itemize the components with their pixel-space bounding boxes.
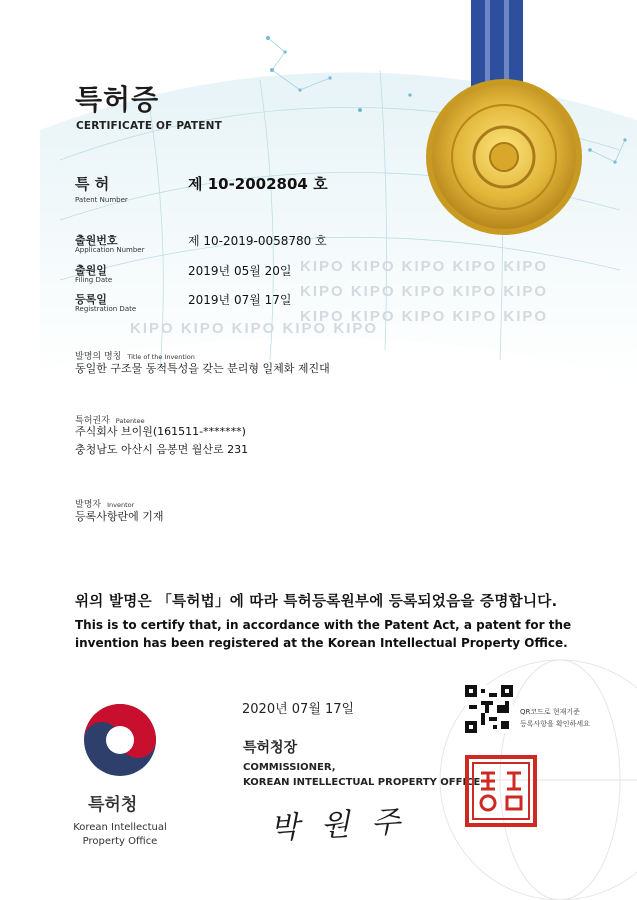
patentee-address: 충청남도 아산시 음봉면 월산로 231: [75, 443, 249, 456]
invention-label: 발명의 명칭: [75, 352, 122, 362]
signature: 박 원 주: [269, 804, 408, 847]
kipo-name-en-line2: Property Office: [82, 836, 158, 847]
certificate-title: 특허증: [75, 83, 160, 116]
qr-note-line2: 등록사항을 확인하세요: [520, 720, 590, 728]
patent-number: 제 10-2002804 호: [188, 175, 328, 193]
qr-note-line1: QR코드로 현재기준: [520, 708, 580, 716]
kipo-logo-icon: [80, 700, 160, 780]
application-number-label: 출원번호: [75, 234, 118, 247]
commissioner-en-line2: KOREAN INTELLECTUAL PROPERTY OFFICE: [243, 777, 481, 788]
kipo-name-en-line1: Korean Intellectual: [73, 822, 167, 833]
inventor-label: 발명자: [75, 500, 102, 510]
registration-date-label: 등록일: [75, 293, 107, 306]
registration-date: 2019년 07월 17일: [188, 293, 292, 307]
application-number-label-en: Application Number: [75, 246, 145, 254]
invention-title: 동일한 구조물 동적특성을 갖는 분리형 일체화 제진대: [75, 362, 330, 375]
certificate-title-en: CERTIFICATE OF PATENT: [76, 120, 222, 132]
statement-en-line1: This is to certify that, in accordance with the Patent Act, a patent for the: [75, 618, 572, 632]
filing-date-label: 출원일: [75, 264, 107, 277]
application-number: 제 10-2019-0058780 호: [188, 234, 327, 248]
commissioner-title: 특허청장: [243, 740, 298, 756]
qr-code-icon[interactable]: [465, 685, 513, 733]
patentee-name: 주식회사 브이원(161511-*******): [75, 425, 246, 438]
inventor-label-en: Inventor: [107, 501, 135, 509]
registration-date-label-en: Registration Date: [75, 305, 137, 313]
watermark-row: KIPO KIPO KIPO KIPO KIPO: [130, 320, 379, 337]
statement-ko: 위의 발명은 「특허법」에 따라 특허등록원부에 등록되었음을 증명합니다.: [75, 594, 558, 610]
patent-label: 특 허: [75, 175, 110, 193]
patentee-label-en: Patentee: [115, 417, 145, 425]
filing-date: 2019년 05월 20일: [188, 264, 292, 278]
filing-date-label-en: Filing Date: [75, 276, 113, 284]
watermark-row: KIPO KIPO KIPO KIPO KIPO: [300, 258, 549, 275]
patent-label-en: Patent Number: [75, 196, 128, 204]
invention-label-en: Title of the Invention: [127, 353, 195, 361]
inventor-value: 등록사항란에 기재: [75, 510, 164, 523]
commissioner-en-line1: COMMISSIONER,: [243, 762, 336, 773]
watermark-row: KIPO KIPO KIPO KIPO KIPO: [300, 308, 549, 325]
statement-en-line2: invention has been registered at the Korean Intellectual Property Office.: [75, 636, 568, 650]
watermark-row: KIPO KIPO KIPO KIPO KIPO: [300, 283, 549, 300]
issue-date: 2020년 07월 17일: [242, 702, 355, 717]
kipo-name: 특허청: [88, 795, 138, 815]
official-seal-icon: [465, 755, 537, 827]
gold-seal-icon: [426, 79, 582, 235]
patentee-label: 특허권자: [75, 416, 110, 426]
